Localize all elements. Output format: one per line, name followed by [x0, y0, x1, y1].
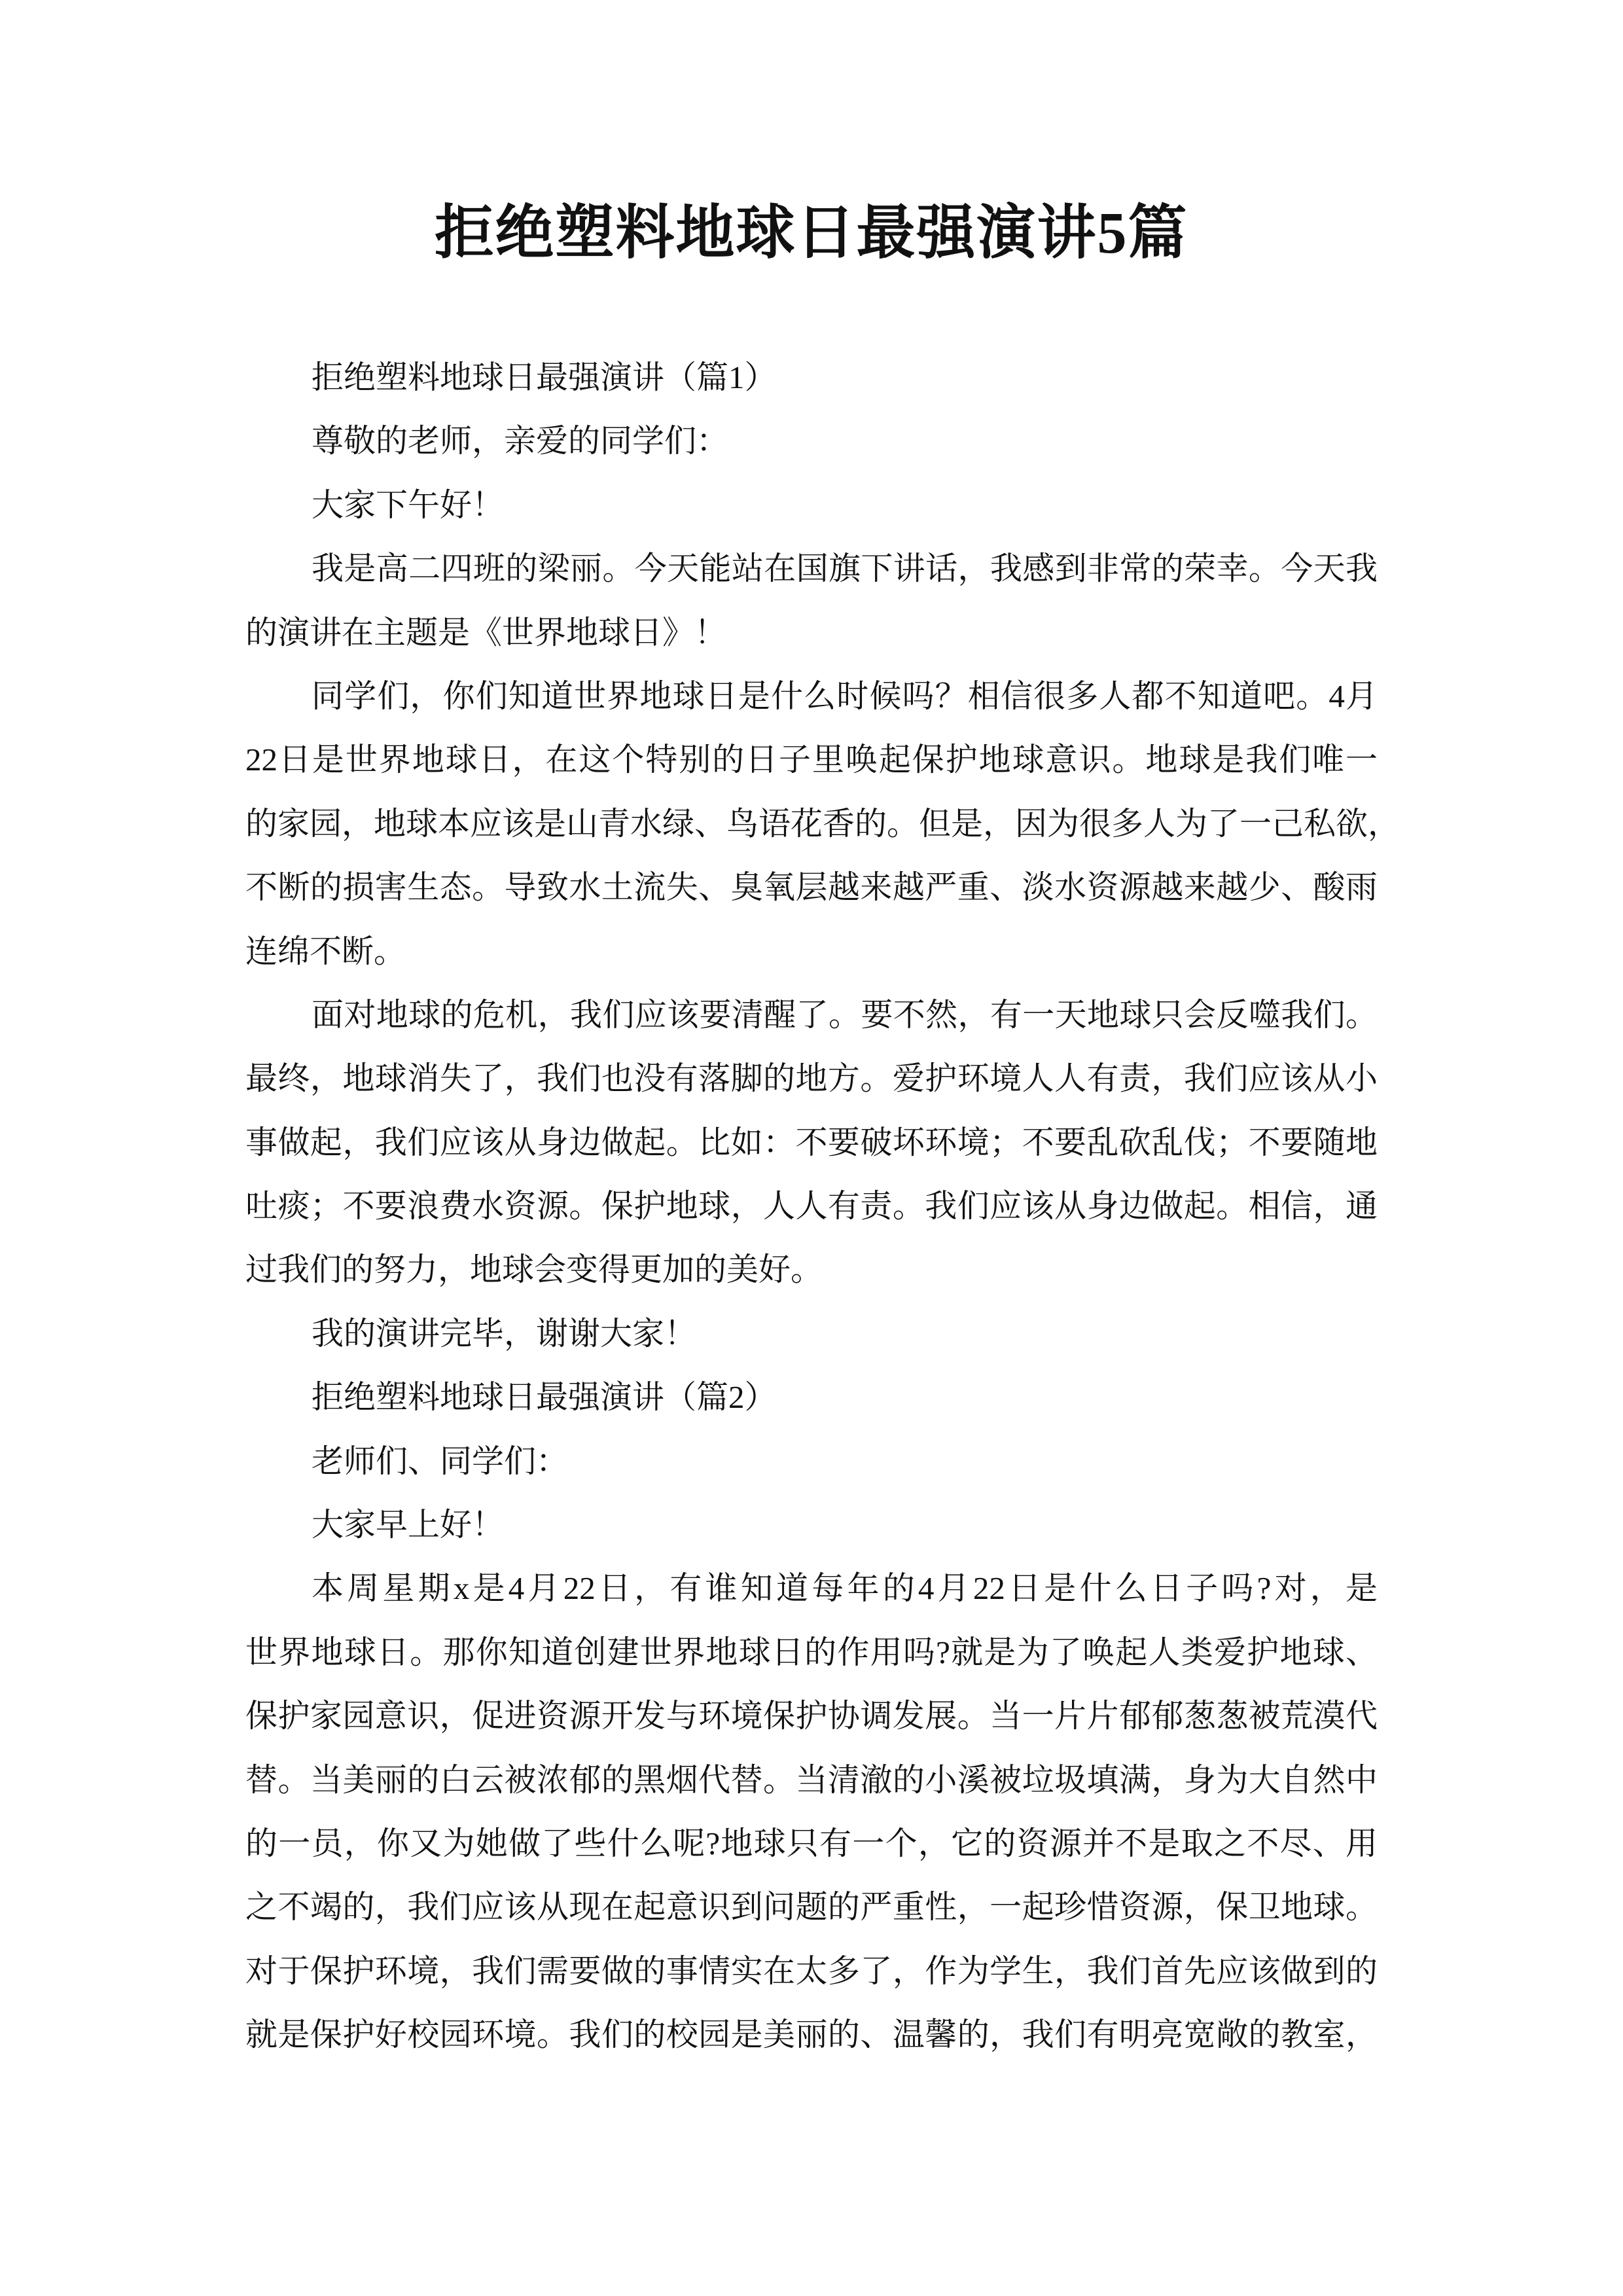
text-line: 对于保护环境，我们需要做的事情实在太多了，作为学生，我们首先应该做到的	[245, 1952, 1378, 1989]
paragraph	[245, 1302, 1378, 1365]
text-line: 同学们，你们知道世界地球日是什么时候吗？相信很多人都不知道吧。4月	[312, 677, 1378, 714]
paragraph	[245, 1365, 1378, 1429]
text-line: 大家下午好！	[312, 486, 505, 523]
text-line: 事做起，我们应该从身边做起。比如：不要破坏环境；不要乱砍乱伐；不要随地	[245, 1124, 1378, 1160]
text-line: 吐痰；不要浪费水资源。保护地球，人人有责。我们应该从身边做起。相信，通	[245, 1188, 1378, 1225]
text-line: 最终，地球消失了，我们也没有落脚的地方。爱护环境人人有责，我们应该从小	[245, 1060, 1378, 1097]
text-line: 保护家园意识，促进资源开发与环境保护协调发展。当一片片郁郁葱葱被荒漠代	[245, 1698, 1378, 1734]
paragraph	[245, 1556, 1378, 2066]
text-line: 过我们的努力，地球会变得更加的美好。	[245, 1251, 823, 1288]
text-line: 的一员，你又为她做了些什么呢?地球只有一个，它的资源并不是取之不尽、用	[245, 1825, 1378, 1861]
text-line: 的家园，地球本应该是山青水绿、鸟语花香的。但是，因为很多人为了一己私欲，	[245, 805, 1400, 842]
document-title: 拒绝塑料地球日最强演讲5篇	[435, 201, 1188, 266]
paragraph	[245, 1493, 1378, 1556]
text-line: 我是高二四班的梁丽。今天能站在国旗下讲话，我感到非常的荣幸。今天我	[312, 550, 1378, 587]
paragraph	[245, 983, 1378, 1302]
paragraph	[245, 1429, 1378, 1493]
paragraph	[245, 664, 1400, 983]
text-line: 大家早上好！	[312, 1507, 505, 1543]
text-line: 的演讲在主题是《世界地球日》！	[245, 614, 727, 651]
text-line: 面对地球的危机，我们应该要清醒了。要不然，有一天地球只会反噬我们。	[312, 996, 1378, 1033]
text-line: 不断的损害生态。导致水土流失、臭氧层越来越严重、淡水资源越来越少、酸雨	[245, 869, 1378, 906]
text-line: 22日是世界地球日，在这个特别的日子里唤起保护地球意识。地球是我们唯一	[245, 742, 1378, 778]
text-line: 世界地球日。那你知道创建世界地球日的作用吗?就是为了唤起人类爱护地球、	[245, 1634, 1378, 1670]
paragraph	[245, 473, 1378, 537]
text-line: 连绵不断。	[245, 933, 406, 969]
paragraph	[245, 537, 1378, 664]
text-line: 替。当美丽的白云被浓郁的黑烟代替。当清澈的小溪被垃圾填满，身为大自然中	[245, 1761, 1378, 1798]
paragraph	[245, 409, 1378, 473]
text-line: 本周星期x是4月22日，有谁知道每年的4月22日是什么日子吗?对，是	[312, 1570, 1378, 1607]
text-line: 拒绝塑料地球日最强演讲（篇1）	[312, 359, 777, 395]
text-line: 之不竭的，我们应该从现在起意识到问题的严重性，一起珍惜资源，保卫地球。	[245, 1889, 1378, 1926]
text-line: 就是保护好校园环境。我们的校园是美丽的、温馨的，我们有明亮宽敞的教室，	[245, 2017, 1378, 2053]
paragraph	[245, 346, 1378, 409]
text-line: 拒绝塑料地球日最强演讲（篇2）	[312, 1379, 777, 1416]
document-body	[245, 346, 1400, 2067]
text-line: 老师们、同学们：	[312, 1443, 569, 1479]
text-line: 尊敬的老师，亲爱的同学们：	[312, 423, 729, 459]
text-line: 我的演讲完毕，谢谢大家！	[312, 1315, 697, 1352]
